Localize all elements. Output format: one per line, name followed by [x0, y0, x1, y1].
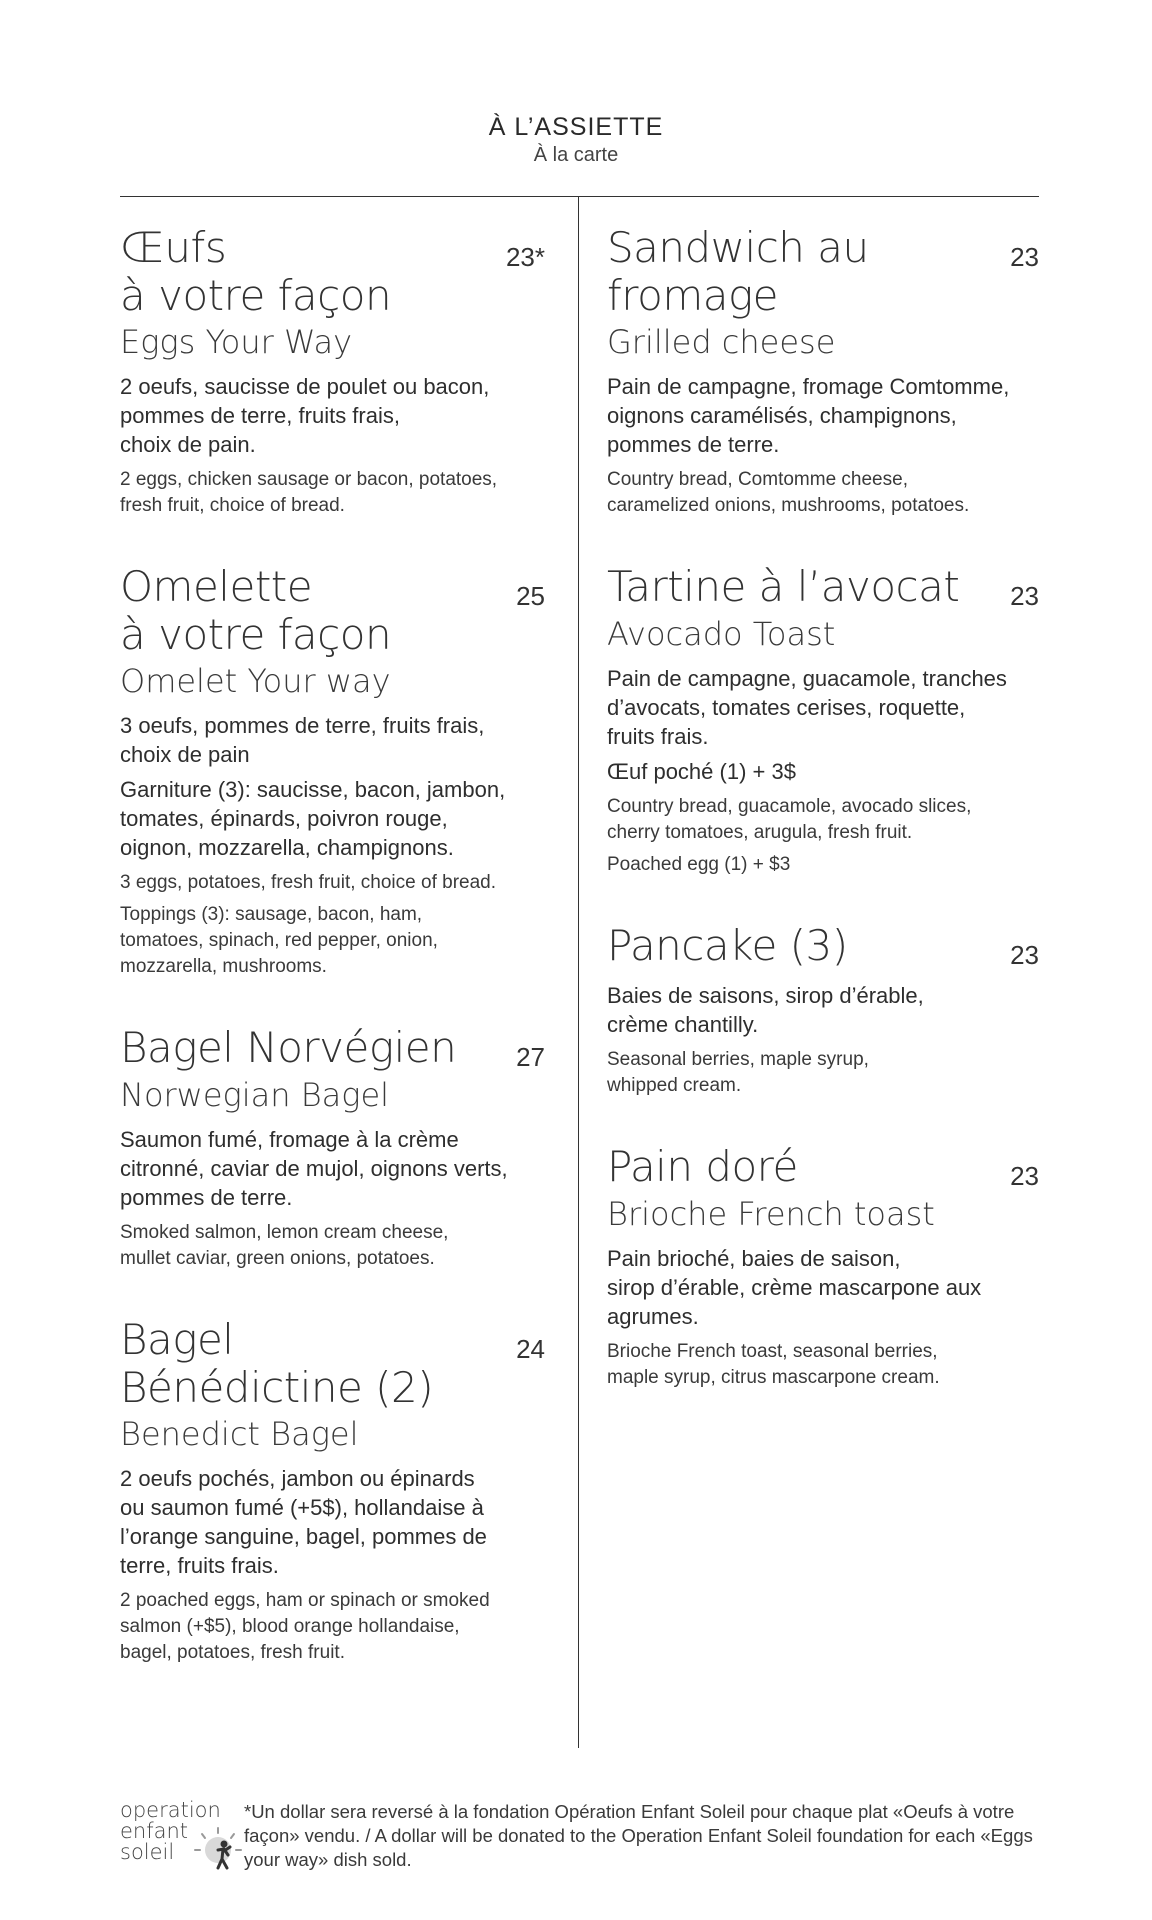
sun-child-icon [192, 1826, 244, 1874]
menu-item [607, 922, 1039, 1099]
dish-description-fr: Baies de saisons, sirop d’érable, crème chantilly. [607, 983, 924, 1037]
dish-name-fr: Bagel Bénédictine (2) [120, 1315, 434, 1412]
dish-description-fr: 3 oeufs, pommes de terre, fruits frais, choix de pain [120, 713, 485, 767]
menu-subtitle: À la carte [533, 144, 619, 166]
dish-description-en: Poached egg (1) + $3 [607, 854, 791, 875]
menu-item-header [607, 224, 1039, 320]
menu-item-header [120, 1316, 545, 1412]
logo-word: operation [120, 1798, 221, 1822]
dish-name-en: Grilled cheese [607, 323, 836, 361]
menu-item [607, 563, 1039, 878]
dish-name-en: Omelet Your way [120, 662, 391, 700]
column-divider [578, 196, 579, 1748]
dish-description-en: Seasonal berries, maple syrup, whipped cream. [607, 1049, 869, 1096]
logo-word: soleil [120, 1840, 175, 1864]
header-divider [120, 196, 1039, 197]
menu-item [120, 1316, 545, 1666]
dish-name-fr: Omelette à votre façon [120, 562, 392, 659]
right-column [607, 224, 1039, 1391]
menu-item-header [120, 1024, 545, 1073]
menu-item [120, 1024, 545, 1272]
menu-item [120, 224, 545, 519]
dish-description-en: Country bread, Comtomme cheese, caramelized onions, mushrooms, potatoes. [607, 469, 970, 516]
dish-name-fr: Pain doré [607, 1142, 798, 1191]
dish-description-fr: Garniture (3): saucisse, bacon, jambon, tomates, épinards, poivron rouge, oignon, mozzarella, champignons. [120, 777, 506, 860]
dish-description-fr: Pain de campagne, fromage Comtomme, oignons caramélisés, champignons, pommes de terre. [607, 374, 1010, 457]
dish-name-fr: Sandwich au fromage [607, 223, 869, 320]
dish-name-fr: Tartine à l’avocat [607, 562, 960, 611]
dish-description-fr: Œuf poché (1) + 3$ [607, 759, 796, 784]
menu-item [607, 224, 1039, 519]
dish-name-en: Norwegian Bagel [120, 1076, 390, 1114]
dish-description-en: 3 eggs, potatoes, fresh fruit, choice of bread. [120, 872, 497, 893]
dish-price: 23 [1010, 242, 1039, 272]
dish-name-fr: Pancake (3) [607, 921, 848, 970]
menu-item [120, 563, 545, 980]
dish-name-fr: Œufs à votre façon [120, 223, 392, 320]
dish-name-en: Eggs Your Way [120, 323, 353, 361]
dish-description-en: Smoked salmon, lemon cream cheese, mullet caviar, green onions, potatoes. [120, 1222, 449, 1269]
footer [120, 1800, 1040, 1870]
menu-item-header [607, 1143, 1039, 1192]
menu-item-header [120, 563, 545, 659]
dish-name-en: Avocado Toast [607, 615, 836, 653]
menu-header [0, 112, 1152, 168]
dish-price: 27 [516, 1042, 545, 1072]
dish-name-en: Benedict Bagel [120, 1415, 359, 1453]
dish-description-fr: Saumon fumé, fromage à la crème citronné, caviar de mujol, oignons verts, pommes de terre. [120, 1127, 508, 1210]
menu-item-header [607, 563, 1039, 612]
dish-price: 23 [1010, 940, 1039, 970]
dish-description-fr: Pain brioché, baies de saison, sirop d’érable, crème mascarpone aux agrumes. [607, 1246, 982, 1329]
dish-price: 23* [505, 242, 545, 272]
dish-description-en: Country bread, guacamole, avocado slices, cherry tomatoes, arugula, fresh fruit. [607, 796, 972, 843]
dish-description-fr: 2 oeufs pochés, jambon ou épinards ou saumon fumé (+5$), hollandaise à l’orange sanguine, bagel, pommes de terre, fruits frais. [120, 1466, 487, 1578]
dish-price: 23 [1010, 1161, 1039, 1191]
dish-name-fr: Bagel Norvégien [120, 1023, 457, 1072]
menu-item-header [607, 922, 1039, 971]
dish-description-en: 2 eggs, chicken sausage or bacon, potatoes, fresh fruit, choice of bread. [120, 469, 498, 516]
logo-word: enfant [120, 1819, 189, 1843]
left-column [120, 224, 545, 1666]
dish-description-fr: 2 oeufs, saucisse de poulet ou bacon, pommes de terre, fruits frais, choix de pain. [120, 374, 490, 457]
menu-item [607, 1143, 1039, 1391]
dish-description-en: Brioche French toast, seasonal berries, maple syrup, citrus mascarpone cream. [607, 1341, 940, 1388]
dish-description-fr: Pain de campagne, guacamole, tranches d’avocats, tomates cerises, roquette, fruits frais. [607, 666, 1007, 749]
dish-price: 24 [516, 1334, 545, 1364]
dish-description-en: 2 poached eggs, ham or spinach or smoked salmon (+$5), blood orange hollandaise, bagel, potatoes, fresh fruit. [120, 1590, 490, 1663]
dish-description-en: Toppings (3): sausage, bacon, ham, tomatoes, spinach, red pepper, onion, mozzarella, mushrooms. [120, 904, 438, 977]
donation-note: *Un dollar sera reversé à la fondation Opération Enfant Soleil pour chaque plat «Oeufs à votre façon» vendu. / A dollar will be donated to the Operation Enfant Soleil foundation for each «Eggs your way» dish sold. [244, 1801, 1033, 1870]
menu-item-header [120, 224, 545, 320]
dish-price: 25 [516, 581, 545, 611]
dish-price: 23 [1010, 581, 1039, 611]
operation-enfant-soleil-logo [120, 1800, 260, 1870]
menu-title: À L’ASSIETTE [488, 113, 664, 141]
dish-name-en: Brioche French toast [607, 1195, 935, 1233]
